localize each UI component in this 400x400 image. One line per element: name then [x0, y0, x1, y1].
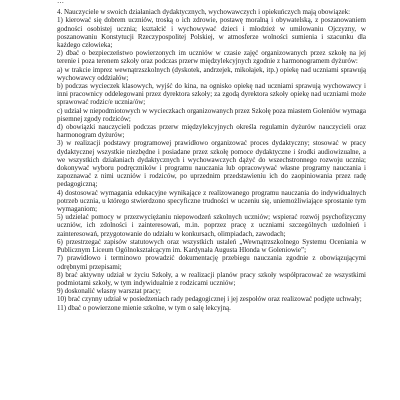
sub-list-item: c) udział w niepodmiotowych w wycieczkach organizowanych przez Szkołę poza miastem Goleniów wymaga pisemnej zgody rodziców; [57, 106, 366, 123]
top-fragment: … [57, 0, 64, 5]
list-item: 8) brać aktywny udział w życiu Szkoły, a w realizacji planów pracy szkoły współpracować ze wszystkimi podmiotami szkoły, w tym indywidualnie z rodzicami uczniów; [57, 270, 366, 287]
list-item: 11) dbać o powierzone mienie szkolne, w tym o salę lekcyjną. [57, 303, 231, 312]
list-item: 10) brać czynny udział w posiedzeniach rady pedagogicznej i jej zespołów oraz realizować podjęte uchwały; [57, 295, 362, 304]
list-item: 6) przestrzegać zapisów statutowych oraz wszystkich ustaleń „Wewnątrzszkolnego Systemu Oceniania w Publicznym Liceum Ogólnokształcącym im. Kardynała Augusta Hlonda w Goleniowie”; [57, 237, 366, 255]
list-item: 5) udzielać pomocy w przezwyciężaniu niepowodzeń szkolnych uczniów; wspierać rozwój psychofizyczny uczniów, ich zdolności i zainteresowań, m.in. poprzez pracę z uczniami szczególnych uzdolnień i zainteresowań, przygotowanie do udziału w konkursach, olimpiadach, zawodach; [57, 213, 366, 238]
list-item: 2) dbać o bezpieczeństwo powierzonych im uczniów w czasie zajęć organizowanych przez szkołę na jej terenie i poza terenem szkoły oraz podczas przerw międzylekcyjnych zgodnie z harmonogramem dyżurów: [57, 49, 366, 66]
list-item: 1) kierować się dobrem uczniów, troską o ich zdrowie, postawę moralną i obywatelską, z poszanowaniem godności osobistej ucznia; kształcić i wychowywać dzieci i młodzież w umiłowaniu Ojczyzny, w poszanowaniu Konstytucji Rzeczypospolitej Polskiej, w atmosferze wolności sumienia i szacunku dla każdego człowieka; [57, 16, 366, 50]
section-heading: 4. Nauczyciele w swoich działaniach dydaktycznych, wychowawczych i opiekuńczych mają obowiązek: [57, 8, 351, 17]
document-body [57, 0, 366, 312]
list-item: 9) doskonalić własny warsztat pracy; [57, 287, 161, 296]
list-item: 7) prawidłowo i terminowo prowadzić dokumentację przebiegu nauczania zgodnie z obowiązującymi odrębnymi przepisami; [57, 254, 366, 271]
sub-list-item: b) podczas wycieczek klasowych, wyjść do kina, na ognisko opiekę nad uczniami sprawują wychowawcy i inni pracownicy oddelegowani przez dyrektora szkoły; za zgodą dyrektora szkoły opiekę nad uczniami może sprawować rodzic/e ucznia/ów; [57, 82, 366, 107]
list-item: 3) w realizacji podstawy programowej prawidłowo organizować proces dydaktyczny; stosować w pracy dydaktycznej wszystkie niezbędne i posiadane przez szkołę pomoce dydaktyczne i środki audiowizualne, a we wszystkich działaniach dydaktycznych i wychowawczych dążyć do wszechstronnego rozwoju ucznia; dokonywać wyboru podręczników i programu nauczania lub opracowywać własne programy nauczania i zapoznawać z nimi uczniów i rodziców, po uprzednim przedstawieniu ich do zaopiniowania przez radę pedagogiczną; [57, 139, 366, 189]
list-item: 4) dostosować wymagania edukacyjne wynikające z realizowanego programu nauczania do indywidualnych potrzeb ucznia, u którego stwierdzono specyficzne trudności w uczeniu się, uniemożliwiające sprostanie tym wymaganiom; [57, 188, 366, 214]
sub-list-item: a) w trakcie imprez wewnątrzszkolnych (dyskotek, andrzejek, mikołajek, itp.) opiekę nad uczniami sprawują wychowawcy oddziałów; [57, 65, 366, 82]
sub-list-item: d) obowiązki nauczycieli podczas przerw międzylekcyjnych określa regulamin dyżurów nauczycieli oraz harmonogram dyżurów; [57, 123, 366, 140]
